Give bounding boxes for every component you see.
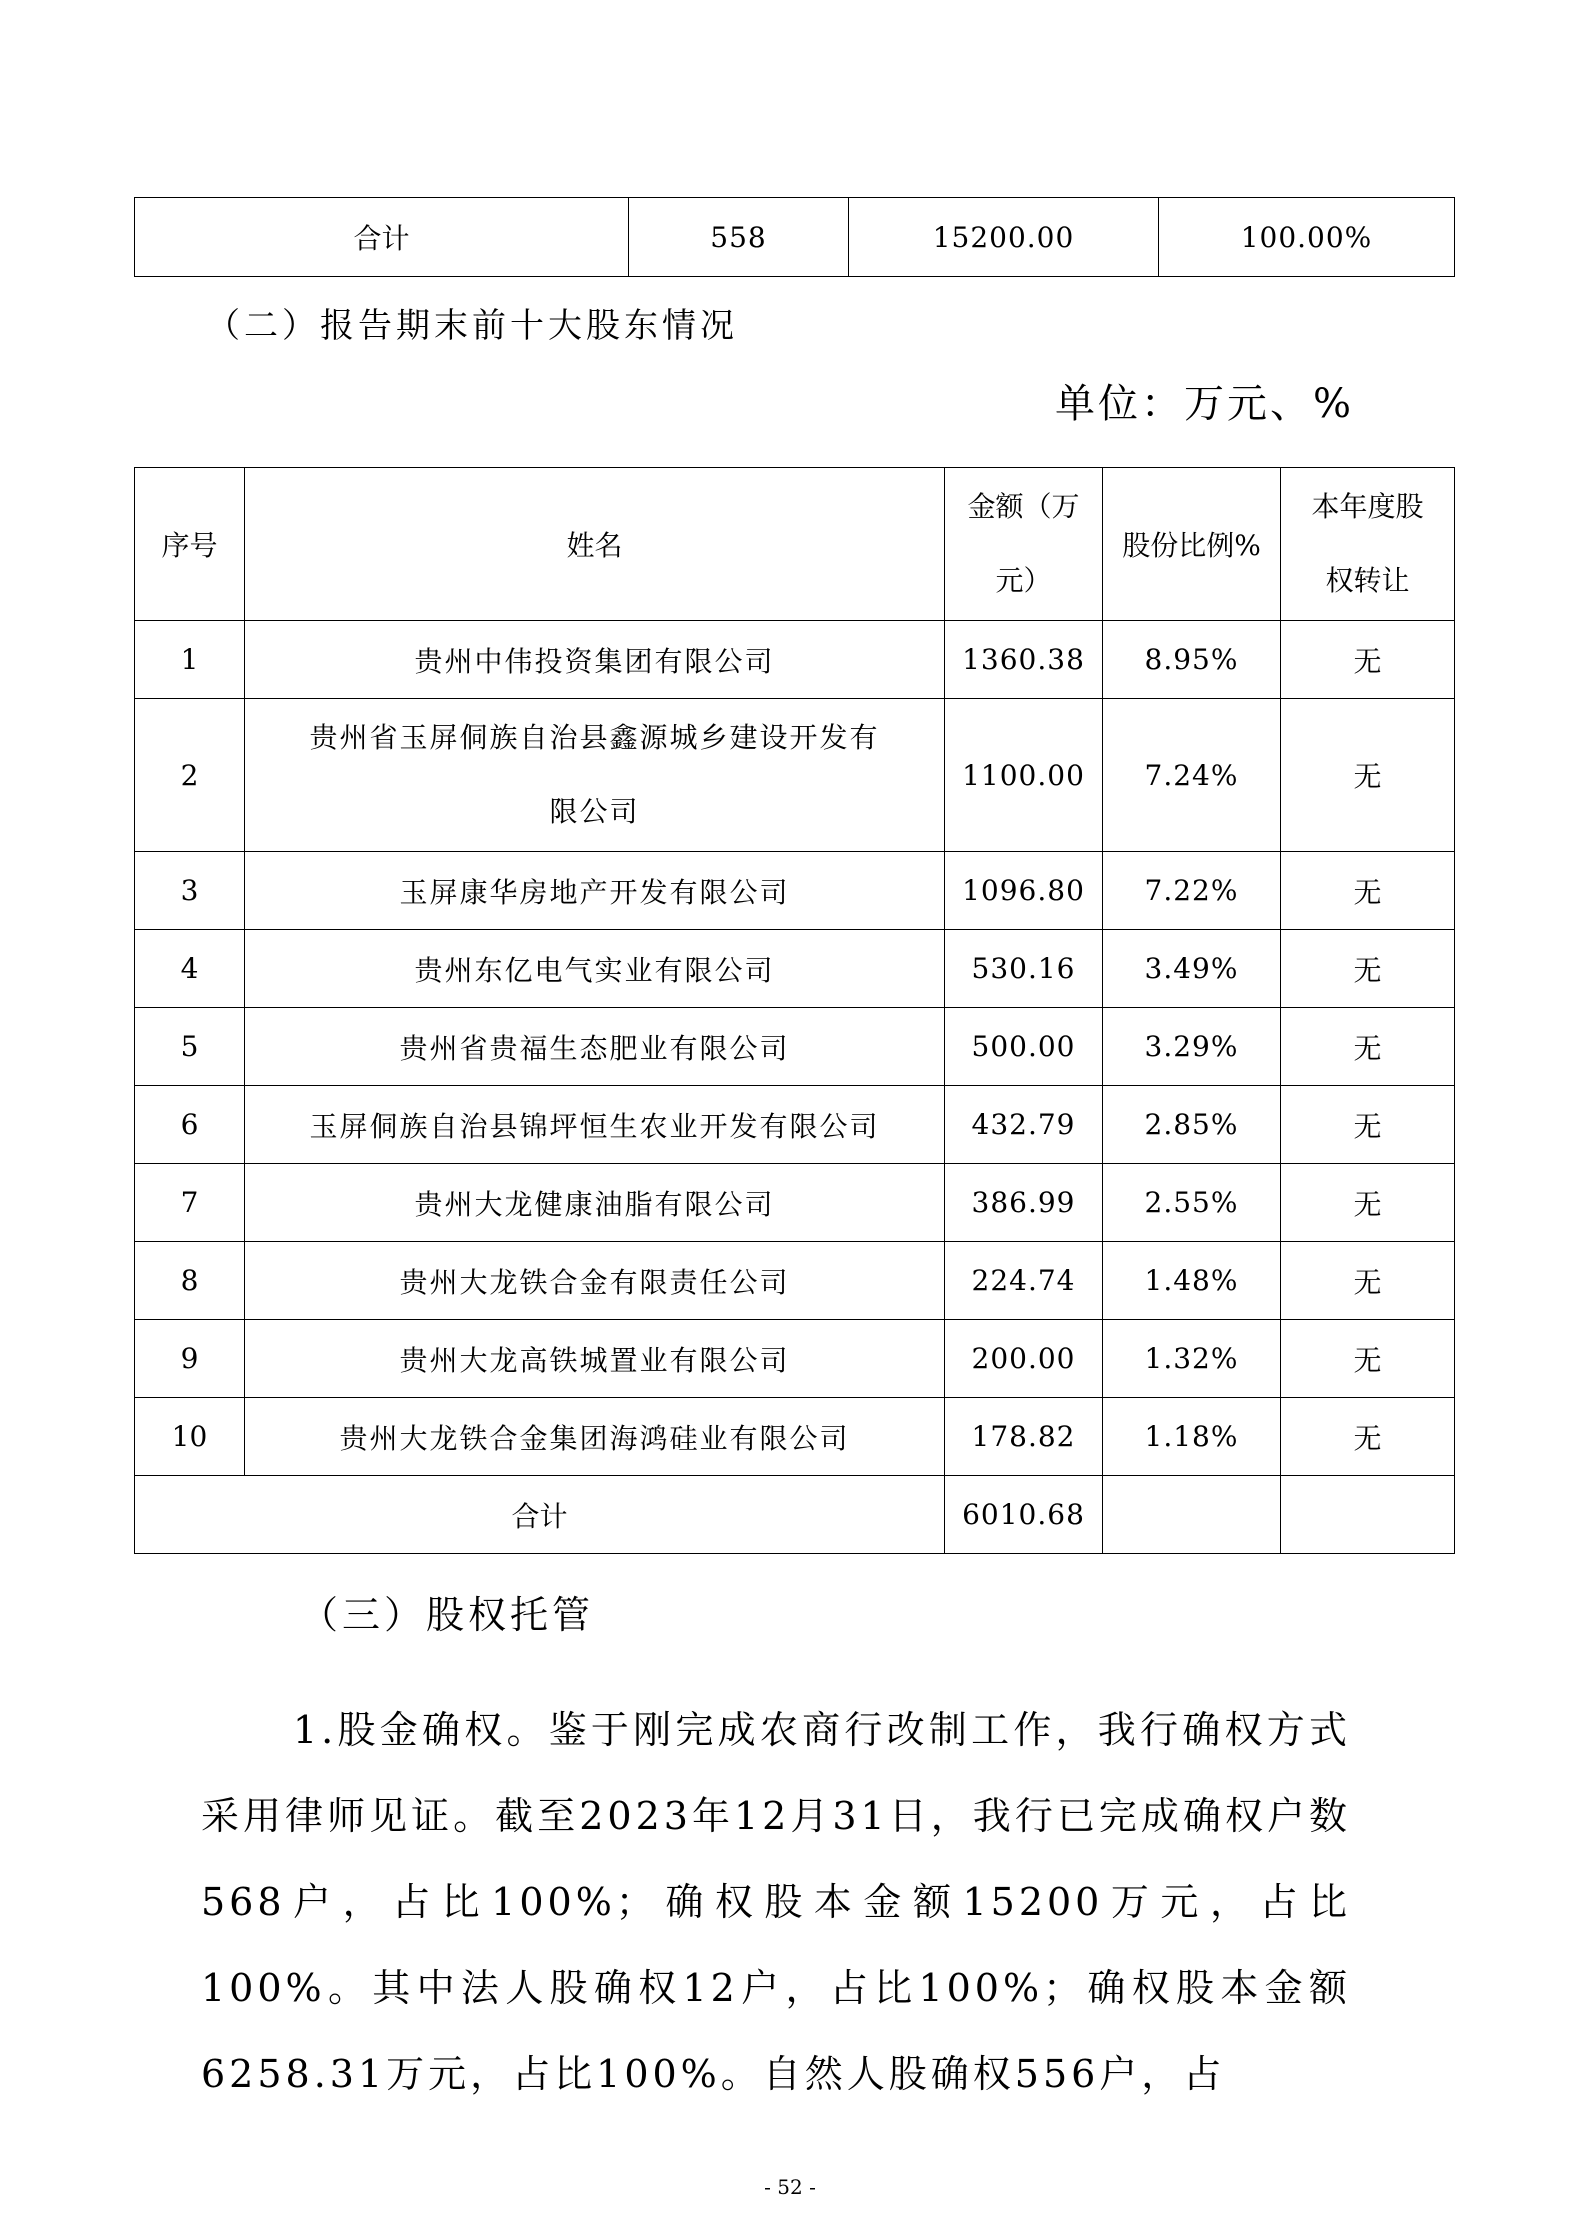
row-name: 贵州东亿电气实业有限公司 xyxy=(245,930,945,1008)
row-ratio: 8.95% xyxy=(1103,621,1281,699)
row-ratio: 1.18% xyxy=(1103,1398,1281,1476)
row-seq: 6 xyxy=(135,1086,245,1164)
row-name: 贵州大龙铁合金有限责任公司 xyxy=(245,1242,945,1320)
row-name: 贵州大龙高铁城置业有限公司 xyxy=(245,1320,945,1398)
row-seq: 8 xyxy=(135,1242,245,1320)
table-row xyxy=(135,1320,1455,1398)
table-row xyxy=(135,1164,1455,1242)
table-total-row xyxy=(135,1476,1455,1554)
row-ratio: 2.85% xyxy=(1103,1086,1281,1164)
row-name: 贵州省贵福生态肥业有限公司 xyxy=(245,1008,945,1086)
header-seq: 序号 xyxy=(135,468,245,621)
row-transfer: 无 xyxy=(1281,1398,1455,1476)
page-number: - 52 - xyxy=(764,2175,816,2199)
row-transfer: 无 xyxy=(1281,1164,1455,1242)
row-ratio: 2.55% xyxy=(1103,1164,1281,1242)
table-header-row xyxy=(135,468,1455,621)
table-row xyxy=(135,699,1455,852)
shareholding-summary-table xyxy=(134,197,1455,277)
row-amount: 224.74 xyxy=(945,1242,1103,1320)
row-amount: 1360.38 xyxy=(945,621,1103,699)
row-name: 贵州大龙健康油脂有限公司 xyxy=(245,1164,945,1242)
total-transfer-empty xyxy=(1281,1476,1455,1554)
row-name: 玉屏侗族自治县锦坪恒生农业开发有限公司 xyxy=(245,1086,945,1164)
total-label: 合计 xyxy=(135,198,629,277)
row-amount: 530.16 xyxy=(945,930,1103,1008)
section-heading: （三）股权托管 xyxy=(300,1593,595,1637)
total-amount: 15200.00 xyxy=(849,198,1159,277)
total-label: 合计 xyxy=(135,1476,945,1554)
row-amount: 386.99 xyxy=(945,1164,1103,1242)
row-ratio: 3.49% xyxy=(1103,930,1281,1008)
total-amount: 6010.68 xyxy=(945,1476,1103,1554)
row-transfer: 无 xyxy=(1281,852,1455,930)
row-seq: 7 xyxy=(135,1164,245,1242)
header-transfer: 本年度股 权转让 xyxy=(1281,468,1455,621)
row-name: 玉屏康华房地产开发有限公司 xyxy=(245,852,945,930)
row-seq: 3 xyxy=(135,852,245,930)
table-row xyxy=(135,852,1455,930)
row-transfer: 无 xyxy=(1281,699,1455,852)
table-row xyxy=(135,1086,1455,1164)
header-amount: 金额（万 元） xyxy=(945,468,1103,621)
row-transfer: 无 xyxy=(1281,1320,1455,1398)
total-ratio-empty xyxy=(1103,1476,1281,1554)
row-amount: 178.82 xyxy=(945,1398,1103,1476)
row-name: 贵州中伟投资集团有限公司 xyxy=(245,621,945,699)
row-ratio: 1.48% xyxy=(1103,1242,1281,1320)
row-transfer: 无 xyxy=(1281,930,1455,1008)
row-ratio: 7.24% xyxy=(1103,699,1281,852)
table-row xyxy=(135,198,1455,277)
body-paragraph: 1.股金确权。鉴于刚完成农商行改制工作，我行确权方式采用律师见证。截至2023年12月31日，我行已完成确权户数568户，占比100%；确权股本金额15200万元，占比100%。其中法人股确权12户，占比100%；确权股本金额6258.31万元，占比100%。自然人股确权556户，占 xyxy=(201,1708,1351,2096)
row-amount: 500.00 xyxy=(945,1008,1103,1086)
table-row xyxy=(135,1008,1455,1086)
row-ratio: 3.29% xyxy=(1103,1008,1281,1086)
table-row xyxy=(135,930,1455,1008)
total-percent: 100.00% xyxy=(1159,198,1455,277)
total-count: 558 xyxy=(629,198,849,277)
header-name: 姓名 xyxy=(245,468,945,621)
row-transfer: 无 xyxy=(1281,1086,1455,1164)
row-name: 贵州大龙铁合金集团海鸿硅业有限公司 xyxy=(245,1398,945,1476)
row-transfer: 无 xyxy=(1281,1008,1455,1086)
row-seq: 10 xyxy=(135,1398,245,1476)
row-amount: 1096.80 xyxy=(945,852,1103,930)
row-ratio: 1.32% xyxy=(1103,1320,1281,1398)
row-ratio: 7.22% xyxy=(1103,852,1281,930)
row-transfer: 无 xyxy=(1281,1242,1455,1320)
row-amount: 432.79 xyxy=(945,1086,1103,1164)
row-transfer: 无 xyxy=(1281,621,1455,699)
row-seq: 9 xyxy=(135,1320,245,1398)
table-row xyxy=(135,1398,1455,1476)
table-row xyxy=(135,1242,1455,1320)
section-heading: （二）报告期末前十大股东情况 xyxy=(206,306,738,346)
row-seq: 2 xyxy=(135,699,245,852)
row-amount: 1100.00 xyxy=(945,699,1103,852)
header-ratio: 股份比例% xyxy=(1103,468,1281,621)
row-amount: 200.00 xyxy=(945,1320,1103,1398)
row-seq: 1 xyxy=(135,621,245,699)
top-ten-shareholders-table xyxy=(134,467,1455,1554)
row-name: 贵州省玉屏侗族自治县鑫源城乡建设开发有 限公司 xyxy=(245,699,945,852)
unit-label: 单位：万元、% xyxy=(1054,381,1354,427)
row-seq: 5 xyxy=(135,1008,245,1086)
table-row xyxy=(135,621,1455,699)
row-seq: 4 xyxy=(135,930,245,1008)
